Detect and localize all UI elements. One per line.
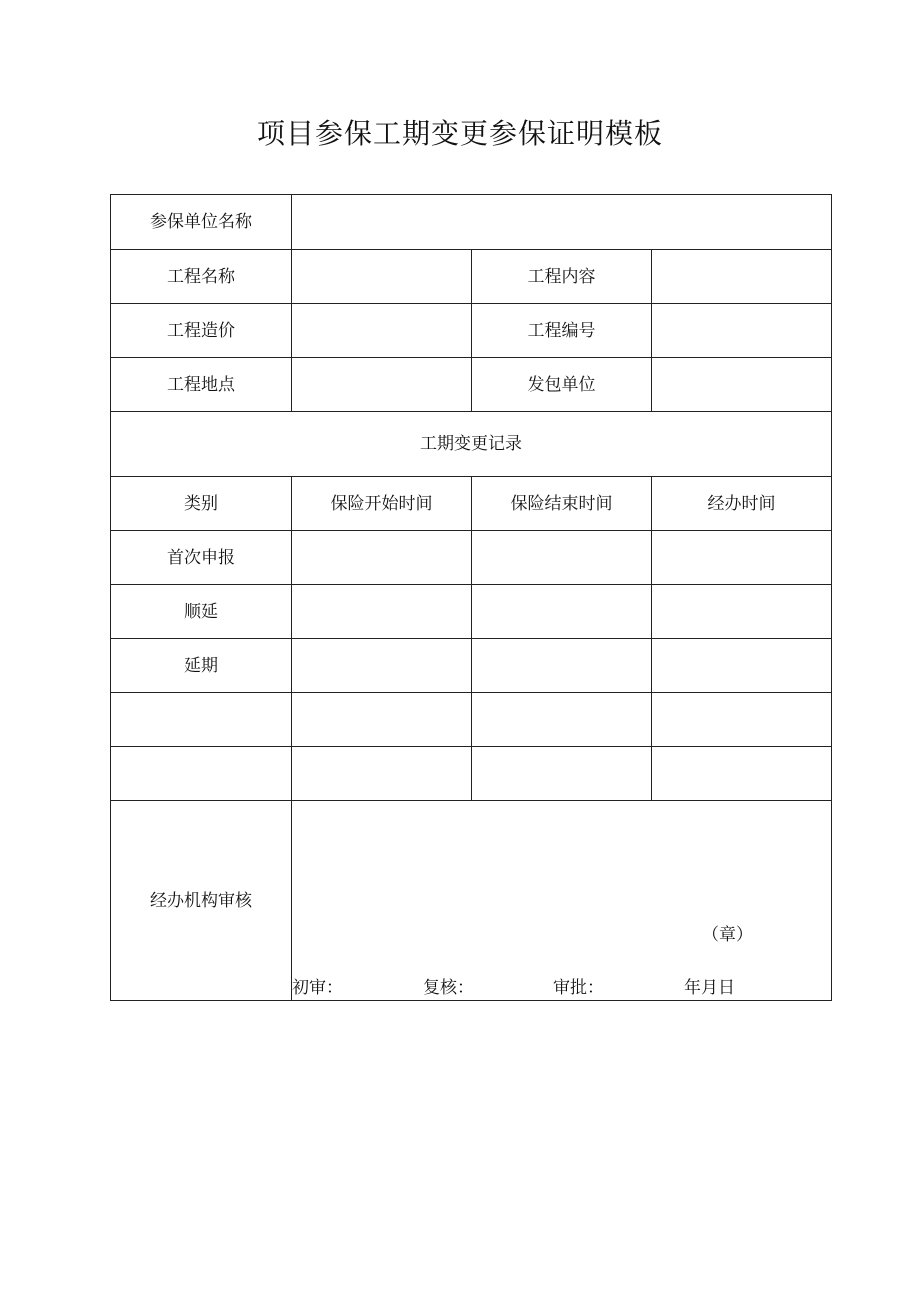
- record-category: 延期: [111, 639, 292, 693]
- record-end-field[interactable]: [472, 693, 652, 747]
- approval-label: 审批：: [553, 978, 604, 998]
- project-cost-row: [111, 304, 832, 358]
- project-location-label: 工程地点: [111, 358, 292, 412]
- project-number-label: 工程编号: [472, 304, 652, 358]
- record-row: [111, 531, 832, 585]
- record-start-field[interactable]: [292, 639, 472, 693]
- record-row: [111, 639, 832, 693]
- header-start-time: 保险开始时间: [292, 477, 472, 531]
- contractor-field[interactable]: [652, 358, 832, 412]
- record-end-field[interactable]: [472, 585, 652, 639]
- record-end-field[interactable]: [472, 747, 652, 801]
- record-handling-field[interactable]: [652, 639, 832, 693]
- project-name-label: 工程名称: [111, 250, 292, 304]
- record-row: [111, 693, 832, 747]
- record-row: [111, 747, 832, 801]
- record-handling-field[interactable]: [652, 531, 832, 585]
- record-category[interactable]: [111, 747, 292, 801]
- record-category[interactable]: [111, 693, 292, 747]
- record-handling-field[interactable]: [652, 747, 832, 801]
- record-row: [111, 585, 832, 639]
- record-handling-field[interactable]: [652, 585, 832, 639]
- change-record-heading: 工期变更记录: [111, 412, 832, 477]
- record-start-field[interactable]: [292, 693, 472, 747]
- project-cost-label: 工程造价: [111, 304, 292, 358]
- project-cost-field[interactable]: [292, 304, 472, 358]
- header-handling-time: 经办时间: [652, 477, 832, 531]
- record-end-field[interactable]: [472, 531, 652, 585]
- project-name-field[interactable]: [292, 250, 472, 304]
- record-handling-field[interactable]: [652, 693, 832, 747]
- project-content-label: 工程内容: [472, 250, 652, 304]
- project-location-row: [111, 358, 832, 412]
- record-category: 顺延: [111, 585, 292, 639]
- record-start-field[interactable]: [292, 531, 472, 585]
- review-label: 经办机构审核: [111, 801, 292, 1001]
- unit-name-row: [111, 195, 832, 250]
- unit-name-label: 参保单位名称: [111, 195, 292, 250]
- record-category: 首次申报: [111, 531, 292, 585]
- project-location-field[interactable]: [292, 358, 472, 412]
- seal-text: （章）: [702, 925, 754, 945]
- review-field[interactable]: [292, 801, 832, 1001]
- review-row: [111, 801, 832, 1001]
- project-number-field[interactable]: [652, 304, 832, 358]
- recheck-label: 复核：: [423, 978, 474, 998]
- certificate-form-table: [110, 194, 832, 1001]
- record-start-field[interactable]: [292, 585, 472, 639]
- record-start-field[interactable]: [292, 747, 472, 801]
- project-content-field[interactable]: [652, 250, 832, 304]
- header-category: 类别: [111, 477, 292, 531]
- header-end-time: 保险结束时间: [472, 477, 652, 531]
- project-name-row: [111, 250, 832, 304]
- page-title: 项目参保工期变更参保证明模板: [256, 117, 663, 150]
- date-label: 年月日: [684, 978, 735, 998]
- initial-review-label: 初审：: [292, 978, 343, 998]
- unit-name-field[interactable]: [292, 195, 832, 250]
- record-end-field[interactable]: [472, 639, 652, 693]
- change-record-heading-row: [111, 412, 832, 477]
- record-header-row: [111, 477, 832, 531]
- contractor-label: 发包单位: [472, 358, 652, 412]
